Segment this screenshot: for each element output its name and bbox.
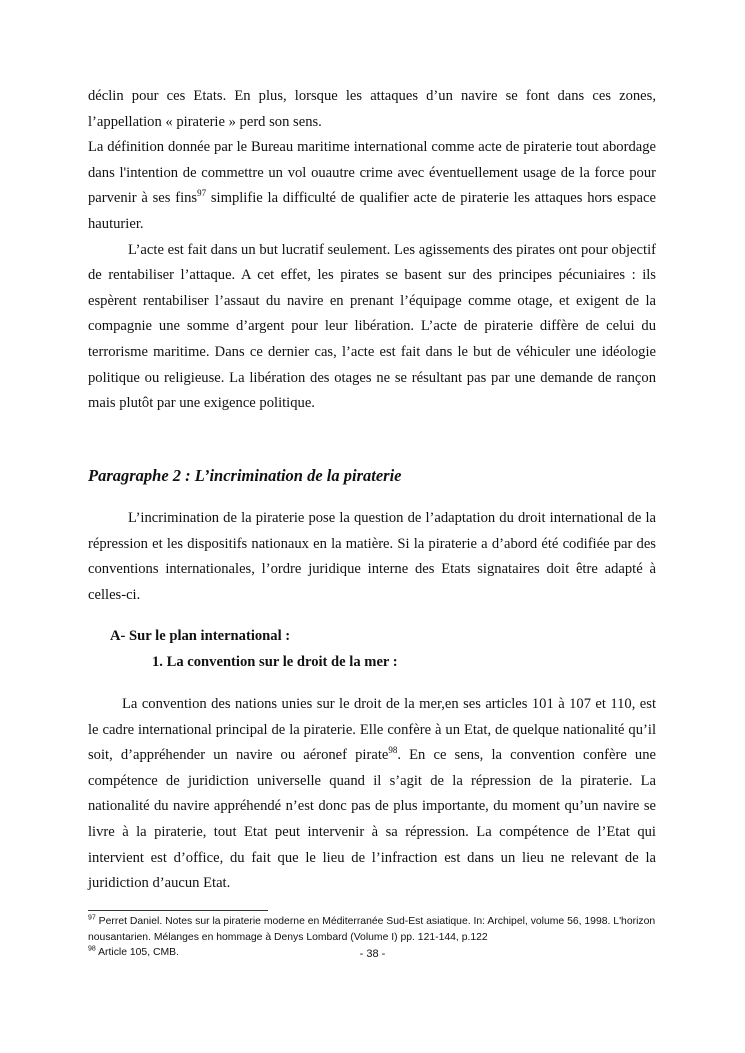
footnote-97-text: Perret Daniel. Notes sur la piraterie moderne en Méditerranée Sud-Est asiatique. In: Archipel, volume 56, 1998. L'horizon nousantarien. Mélanges en hommage à Denys Lombard (Volume I) pp. 121-144, p.122 bbox=[88, 916, 656, 943]
text-block-top bbox=[88, 84, 656, 417]
paragraph-lucratif: L’acte est fait dans un but lucratif seulement. Les agissements des pirates ont pour objectif de rentabiliser l’attaque. A cet effet, les pirates se basent sur des principes pécuniaires : ils espèrent rentabiliser l’assaut du navire en prenant l’équipage comme otage, et exigent de la compagnie une somme d’argent pour leur libération. L’acte de piraterie diffère de celui du terrorisme maritime. Dans ce dernier cas, l’acte est fait dans le but de véhiculer une idéologie politique ou religieuse. La libération des otages ne se résultant pas par une demande de rançon mais plutôt par une exigence politique. bbox=[88, 241, 656, 412]
paragraph-incrimination: L’incrimination de la piraterie pose la question de l’adaptation du droit international de la répression et les dispositifs nationaux en la matière. Si la piraterie a d’abord été codifiée par des conventions internationales, l’ordre juridique interne des Etats signataires doit être adapté à celles-ci. bbox=[88, 510, 656, 603]
paragraph-definition-text-end: simplifie la difficulté de qualifier acte de piraterie les attaques hors espace hauturier. bbox=[88, 190, 656, 232]
paragraph-definition-text: La définition donnée par le Bureau maritime international comme acte de piraterie tout abordage dans l'intention de commettre un vol ouautre crime avec éventuellement usage de la force pour parvenir à ses fins bbox=[88, 139, 656, 207]
paragraph-definition bbox=[88, 135, 656, 237]
footnote-97 bbox=[88, 914, 668, 945]
section-heading: Paragraphe 2 : L’incrimination de la piraterie bbox=[88, 466, 402, 485]
footnote-98-marker: 98 bbox=[88, 945, 96, 953]
subheading-convention: 1. La convention sur le droit de la mer : bbox=[152, 654, 398, 670]
footnote-97-marker: 97 bbox=[88, 914, 96, 922]
text-block-convention bbox=[88, 692, 656, 897]
footnote-98-text: Article 105, CMB. bbox=[95, 947, 179, 959]
paragraph-declin: déclin pour ces Etats. En plus, lorsque les attaques d’un navire se font dans ces zones, l’appellation « piraterie » perd son sens. bbox=[88, 88, 656, 130]
paragraph-convention-text: La convention des nations unies sur le droit de la mer,en ses articles 101 à 107 et 110, est le cadre international principal de la piraterie. Elle confère à un Etat, de quelque nationalité qu’il soit, d’appréhender un navire ou aéronef pirate bbox=[88, 696, 656, 764]
section-intro bbox=[88, 506, 656, 608]
footnote-divider bbox=[88, 910, 268, 911]
paragraph-convention-text-end: . En ce sens, la convention confère une compétence de juridiction universelle quand il s’agit de la répression de la piraterie. La nationalité du navire appréhendé n’est donc pas de plus importante, du moment qu’un navire se livre à la piraterie, tout Etat peut intervenir à sa répression. La compétence de l’Etat qui intervient est d’office, du fait que le lieu de l’infraction est dans un lieu ne relevant de la juridiction d’aucun Etat. bbox=[88, 747, 656, 892]
subheading-international: A- Sur le plan international : bbox=[110, 628, 291, 644]
footnote-ref-98[interactable]: 98 bbox=[388, 745, 398, 756]
paragraph-convention bbox=[88, 692, 656, 897]
footnote-ref-97[interactable]: 97 bbox=[197, 188, 207, 199]
page-number: - 38 - bbox=[359, 948, 386, 960]
